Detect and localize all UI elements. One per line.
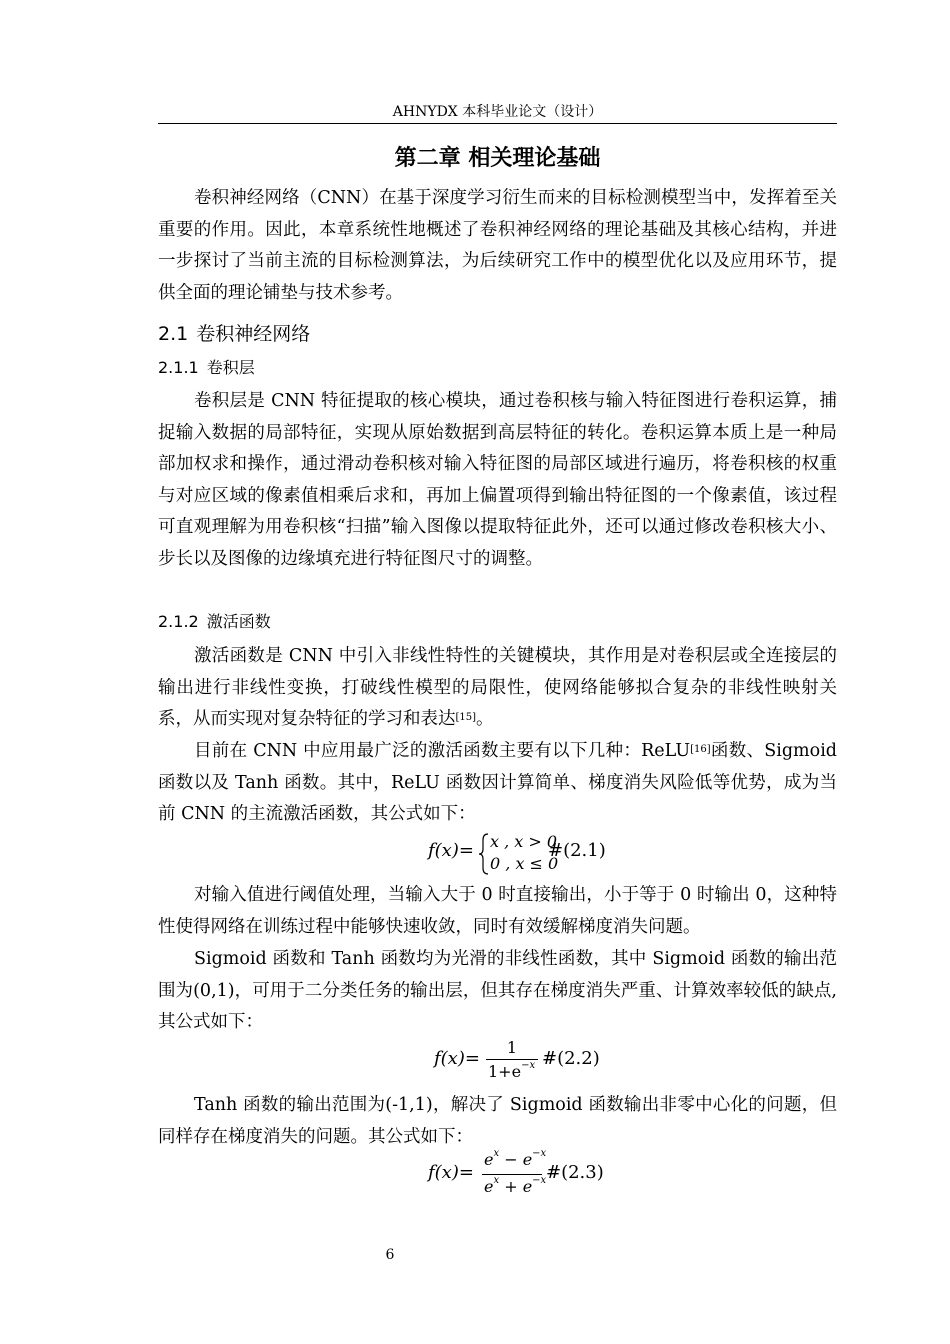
den-exp-a: x	[493, 1175, 500, 1186]
formula-numerator: 1	[506, 1038, 518, 1057]
formula-denominator	[484, 1177, 546, 1196]
intro-paragraph: 卷积神经网络（CNN）在基于深度学习衍生而来的目标检测模型当中，发挥着至关重要的作用。因此，本章系统性地概述了卷积神经网络的理论基础及其核心结构，并进一步探讨了当前主流的目标检测算法，为后续研究工作中的模型优化以及应用环节，提供全面的理论铺垫与技术参考。	[158, 188, 837, 303]
denominator-base: 1+e	[488, 1062, 522, 1081]
activation-paragraph-1	[158, 641, 837, 736]
header-rule	[158, 123, 837, 124]
section-number: 2.1	[158, 323, 189, 345]
section-heading-2-1	[158, 321, 310, 347]
formula-case-2: 0 , x ≤ 0	[490, 854, 559, 873]
num-operator: −	[499, 1150, 523, 1169]
paragraph-text: 激活函数是 CNN 中引入非线性特性的关键模块，其作用是对卷积层或全连接层的输出进行非线性变换，打破线性模型的局限性，使网络能够拟合复杂的非线性映射关系，从而实现对复杂特征的学习和表达	[158, 646, 837, 729]
formula-2-2	[434, 1038, 634, 1086]
num-exp-a: x	[493, 1148, 500, 1159]
citation-ref: [16]	[690, 744, 711, 755]
den-operator: +	[499, 1177, 523, 1196]
den-base-b: e	[522, 1177, 533, 1196]
tanh-paragraph: Tanh 函数的输出范围为(-1,1)，解决了 Sigmoid 函数输出非零中心化的问题，但同样存在梯度消失的问题。其公式如下：	[158, 1095, 837, 1147]
den-base-a: e	[484, 1177, 494, 1196]
left-brace-icon	[478, 832, 490, 876]
formula-lhs: f(x)=	[428, 840, 474, 861]
chapter-title: 第二章 相关理论基础	[394, 146, 601, 171]
running-header: AHNYDX 本科毕业论文（设计）	[392, 104, 603, 120]
section-number: 2.1.2	[158, 612, 199, 631]
num-base-a: e	[484, 1150, 494, 1169]
citation-ref: [15]	[455, 712, 477, 723]
num-exp-b: −x	[532, 1148, 547, 1159]
section-title: 卷积神经网络	[196, 323, 311, 345]
formula-denominator	[488, 1062, 535, 1081]
sigmoid-paragraph: Sigmoid 函数和 Tanh 函数均为光滑的非线性函数，其中 Sigmoid 函数的输出范围为(0,1)，可用于二分类任务的输出层，但其存在梯度消失严重、计算效率较低的缺点,其公式如下：	[158, 949, 837, 1032]
formula-tag: #(2.1)	[548, 840, 606, 861]
formula-numerator	[484, 1150, 546, 1169]
formula-case-1: x , x > 0	[490, 832, 558, 851]
paragraph-end: 。	[476, 709, 494, 729]
relu-paragraph: 对输入值进行阈值处理，当输入大于 0 时直接输出，小于等于 0 时输出 0，这种特性使得网络在训练过程中能够快速收敛，同时有效缓解梯度消失问题。	[158, 885, 837, 937]
section-title: 激活函数	[206, 612, 271, 631]
paragraph-text-b: 函数、Sigmoid 函数以及 Tanh 函数。其中，ReLU 函数因计算简单、梯度消失风险低等优势，成为当前 CNN 的主流激活函数，其公式如下：	[158, 741, 837, 824]
paragraph-text-a: 目前在 CNN 中应用最广泛的激活函数主要有以下几种：ReLU	[194, 741, 691, 761]
denominator-exponent: −x	[521, 1060, 536, 1071]
formula-lhs: f(x)=	[428, 1162, 474, 1183]
num-base-b: e	[522, 1150, 533, 1169]
formula-tag: #(2.3)	[546, 1162, 604, 1183]
formula-2-1	[428, 832, 628, 876]
formula-tag: #(2.2)	[542, 1048, 600, 1069]
formula-2-3	[428, 1150, 628, 1202]
section-heading-2-1-2	[158, 611, 271, 633]
formula-lhs: f(x)=	[434, 1048, 480, 1069]
conv-paragraph: 卷积层是 CNN 特征提取的核心模块，通过卷积核与输入特征图进行卷积运算，捕捉输入数据的局部特征，实现从原始数据到高层特征的转化。卷积运算本质上是一种局部加权求和操作，通过滑动卷积核对输入特征图的局部区域进行遍历，将卷积核的权重与对应区域的像素值相乘后求和，再加上偏置项得到输出特征图的一个像素值，该过程可直观理解为用卷积核“扫描”输入图像以提取特征此外，还可以通过修改卷积核大小、步长以及图像的边缘填充进行特征图尺寸的调整。	[158, 391, 837, 569]
activation-paragraph-2	[158, 736, 837, 831]
section-heading-2-1-1	[158, 357, 255, 379]
section-title: 卷积层	[206, 358, 255, 377]
den-exp-b: −x	[532, 1175, 547, 1186]
section-number: 2.1.1	[158, 358, 199, 377]
page-number: 6	[385, 1247, 395, 1263]
